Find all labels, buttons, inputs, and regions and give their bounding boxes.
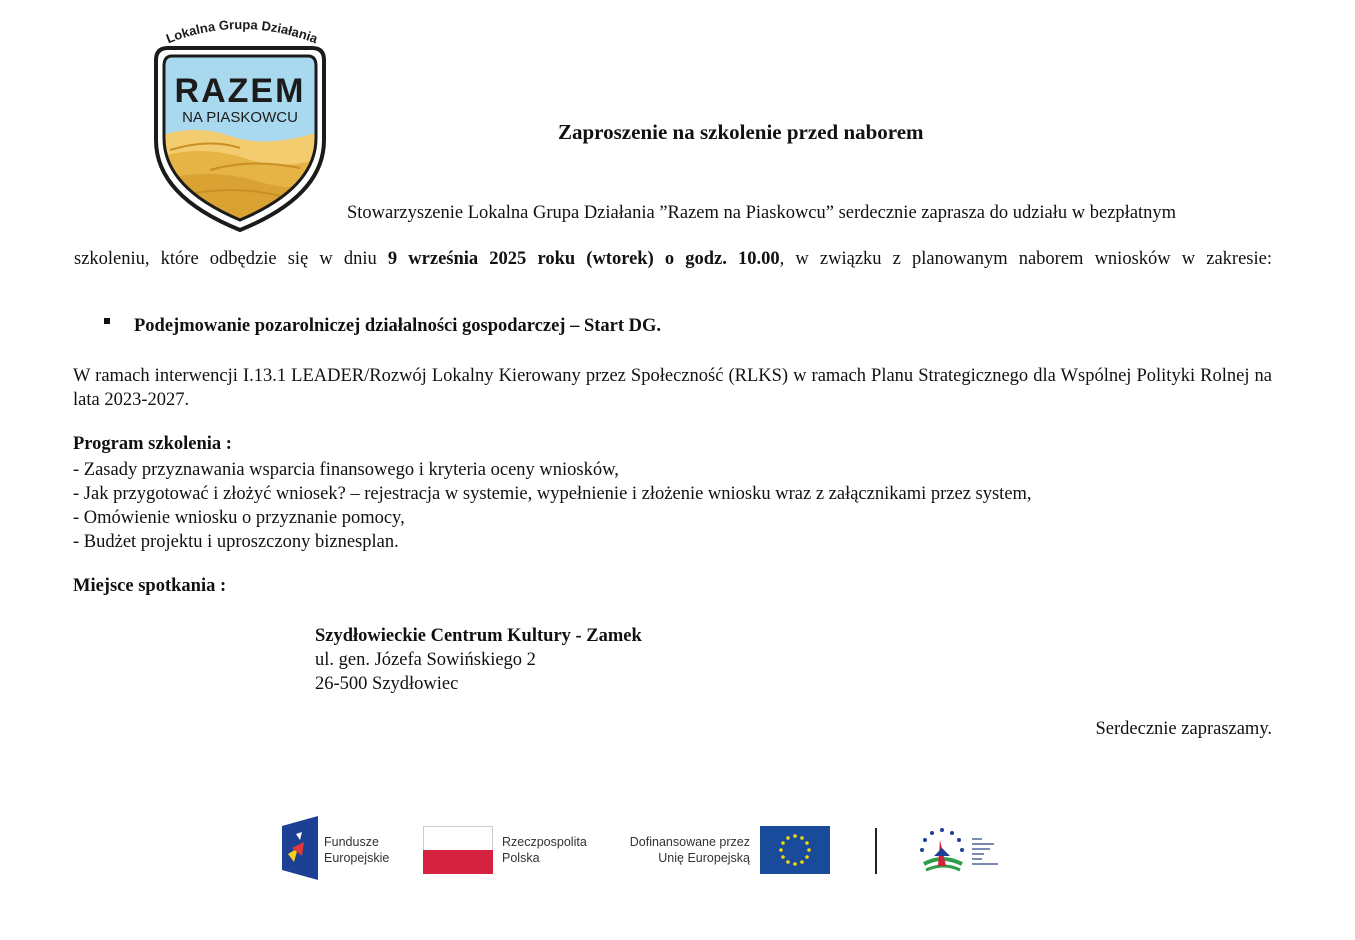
program-item: - Budżet projektu i uproszczony biznesplan. (73, 532, 399, 552)
program-item: - Zasady przyznawania wsparcia finansowego i kryteria oceny wniosków, (73, 460, 619, 480)
program-list (73, 458, 1032, 554)
training-date: 9 września 2025 roku (wtorek) o godz. 10.00 (387, 249, 780, 269)
place-name: Szydłowieckie Centrum Kultury - Zamek (315, 626, 642, 646)
intro-line-2 (74, 249, 1272, 270)
program-heading: Program szkolenia : (73, 434, 232, 454)
funding-logo-strip (278, 812, 1038, 892)
bullet-marker (104, 318, 110, 324)
program-item: - Omówienie wniosku o przyznanie pomocy, (73, 508, 405, 528)
rp-label: Rzeczpospolita Polska (502, 835, 587, 865)
intro-line-2-post: , w związku z planowanym naborem wniosków w zakresie: (779, 249, 1272, 269)
wpr-logo-tiny-text-icon (972, 836, 1016, 872)
closing-text: Serdecznie zapraszamy. (1095, 719, 1272, 739)
place-heading: Miejsce spotkania : (73, 576, 227, 596)
logo-separator (875, 828, 877, 874)
fe-label: Fundusze Europejskie (324, 835, 390, 865)
lgd-logo (150, 10, 330, 235)
wpr-logo-icon (914, 826, 970, 878)
intervention-paragraph: W ramach interwencji I.13.1 LEADER/Rozwój Lokalny Kierowany przez Społeczność (RLKS) w ramach Planu Strategicznego dla Wspólnej Polityki Rolnej na lata 2023-2027. (73, 366, 1272, 410)
intro-line-2-pre: szkoleniu, które odbędzie się w dniu (74, 249, 388, 269)
logo-arc-text: Lokalna Grupa Działania (164, 16, 320, 47)
polish-flag-icon (423, 826, 493, 874)
program-item: - Jak przygotować i złożyć wniosek? – rejestracja w systemie, wypełnienie i złożenie wniosku wraz z załącznikami przez system, (73, 484, 1032, 504)
eu-label: Dofinansowane przez Unię Europejską (629, 835, 750, 865)
eu-flag-icon (760, 826, 830, 874)
place-street: ul. gen. Józefa Sowińskiego 2 (315, 650, 536, 670)
logo-main-text: RAZEM (174, 72, 306, 110)
logo-sub-text: NA PIASKOWCU (182, 109, 298, 126)
place-address (315, 624, 642, 696)
place-city: 26-500 Szydłowiec (315, 674, 459, 694)
lgd-logo-graphic (150, 10, 330, 235)
intro-line-1: Stowarzyszenie Lokalna Grupa Działania ”Razem na Piaskowcu” serdecznie zaprasza do udziału w bezpłatnym (347, 203, 1177, 223)
bullet-item: Podejmowanie pozarolniczej działalności gospodarczej – Start DG. (134, 316, 662, 336)
document-title: Zaproszenie na szkolenie przed naborem (558, 120, 924, 144)
fundusze-europejskie-icon (282, 816, 318, 880)
